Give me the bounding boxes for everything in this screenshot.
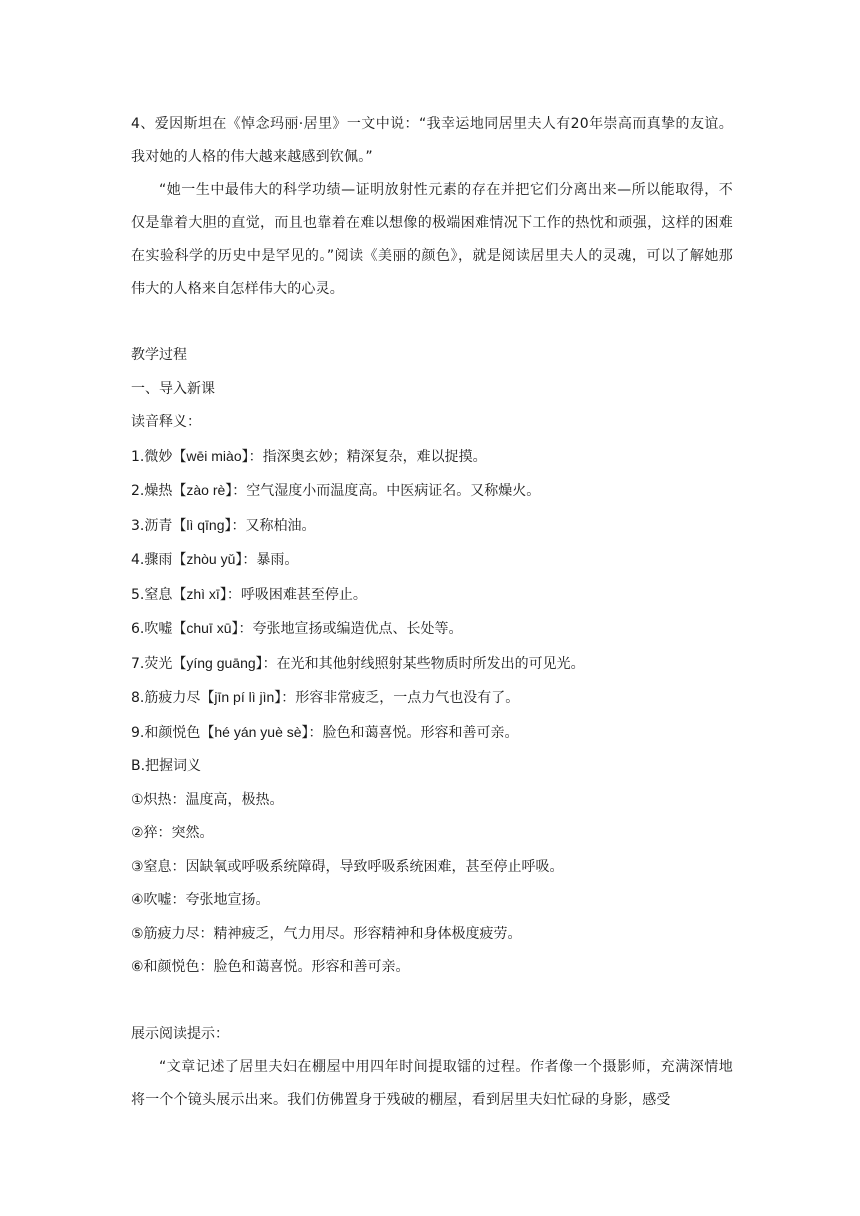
document-body xyxy=(131,108,733,1117)
term: 8.筋疲力尽 xyxy=(131,690,201,706)
pinyin: 【jīn pí lì jìn】 xyxy=(200,689,282,705)
pinyin: 【wēi miào】 xyxy=(172,447,249,464)
pinyin: 【lì qīng】 xyxy=(172,516,232,533)
definition: ：形容非常疲乏，一点力气也没有了。 xyxy=(281,690,520,706)
vocabulary-item: ⑥和颜悦色：脸色和蔼喜悦。形容和善可亲。 xyxy=(131,959,410,975)
definition: ：又称柏油。 xyxy=(231,517,316,534)
section-one-heading: 一、导入新课 xyxy=(131,380,215,397)
pronunciation-item xyxy=(131,578,733,613)
pinyin: 【chuī xū】 xyxy=(172,620,239,636)
definition: ：在光和其他射线照射某些物质时所发出的可见光。 xyxy=(262,655,585,672)
pronunciation-heading: 读音释义： xyxy=(131,414,201,430)
curie-assessment-paragraph: “她一生中最伟大的科学功绩—证明放射性元素的存在并把它们分离出来—所以能取得，不仅是靠着大胆的直觉，而且也靠着在难以想像的极端困难情况下工作的热忱和顽强，这样的困难在实验科学的历史中是罕见的。”阅读《美丽的颜色》，就是阅读居里夫人的灵魂，可以了解她那伟大的人格来自怎样伟大的心灵。 xyxy=(131,182,733,297)
pronunciation-item xyxy=(131,681,733,716)
term: 5.窒息 xyxy=(131,586,173,603)
vocabulary-item: ④吹嘘：夸张地宣扬。 xyxy=(131,892,270,908)
term: 6.吹嘘 xyxy=(131,621,173,637)
teaching-process-heading: 教学过程 xyxy=(131,347,187,363)
definition: ：指深奥玄妙；精深复杂，难以捉摸。 xyxy=(248,448,487,465)
pronunciation-item xyxy=(131,509,733,544)
pronunciation-item xyxy=(131,543,733,578)
term: 4.骤雨 xyxy=(131,552,173,568)
term: 1.微妙 xyxy=(131,448,173,465)
definition: ：脸色和蔼喜悦。形容和善可亲。 xyxy=(308,724,519,741)
term: 9.和颜悦色 xyxy=(131,724,201,741)
pronunciation-item xyxy=(131,440,733,475)
pronunciation-item xyxy=(131,647,733,682)
blank-line xyxy=(131,985,733,1018)
pronunciation-list xyxy=(131,440,733,751)
definition: ：夸张地宣扬或编造优点、长处等。 xyxy=(238,621,463,637)
blank-line xyxy=(131,306,733,339)
definition: ：空气湿度小而温度高。中医病证名。又称燥火。 xyxy=(232,483,541,499)
reading-tip-paragraph: “文章记述了居里夫妇在棚屋中用四年时间提取镭的过程。作者像一个摄影师，充满深情地将一个个镜头展示出来。我们仿佛置身于残破的棚屋，看到居里夫妇忙碌的身影，感受 xyxy=(131,1059,733,1108)
vocabulary-item: ③窒息：因缺氧或呼吸系统障碍，导致呼吸系统困难，甚至停止呼吸。 xyxy=(131,858,564,875)
pronunciation-item xyxy=(131,612,733,647)
vocabulary-item: ⑤筋疲力尽：精神疲乏，气力用尽。形容精神和身体极度疲劳。 xyxy=(131,925,522,942)
vocabulary-list xyxy=(131,784,733,985)
pinyin: 【hé yán yuè sè】 xyxy=(200,723,309,740)
term: 3.沥青 xyxy=(131,517,173,534)
pinyin: 【zhì xī】 xyxy=(172,585,227,602)
definition: ：暴雨。 xyxy=(242,552,299,568)
vocabulary-item: ②猝：突然。 xyxy=(131,825,214,841)
pinyin: 【zào rè】 xyxy=(172,482,233,498)
pinyin: 【zhòu yǔ】 xyxy=(172,551,243,567)
reading-tip-heading: 展示阅读提示： xyxy=(131,1025,229,1042)
vocabulary-item: ①炽热：温度高，极热。 xyxy=(131,791,284,808)
term: 2.燥热 xyxy=(131,483,173,499)
pinyin: 【yíng guāng】 xyxy=(172,654,263,671)
term: 7.荧光 xyxy=(131,655,173,672)
pronunciation-item xyxy=(131,474,733,509)
definition: ：呼吸困难甚至停止。 xyxy=(226,586,367,603)
pronunciation-item xyxy=(131,716,733,751)
vocabulary-heading: B.把握词义 xyxy=(131,758,202,774)
einstein-quote-paragraph: 4、爱因斯坦在《悼念玛丽·居里》一文中说：“我幸运地同居里夫人有20年崇高而真挚的友谊。我对她的人格的伟大越来越感到钦佩。” xyxy=(131,116,733,165)
